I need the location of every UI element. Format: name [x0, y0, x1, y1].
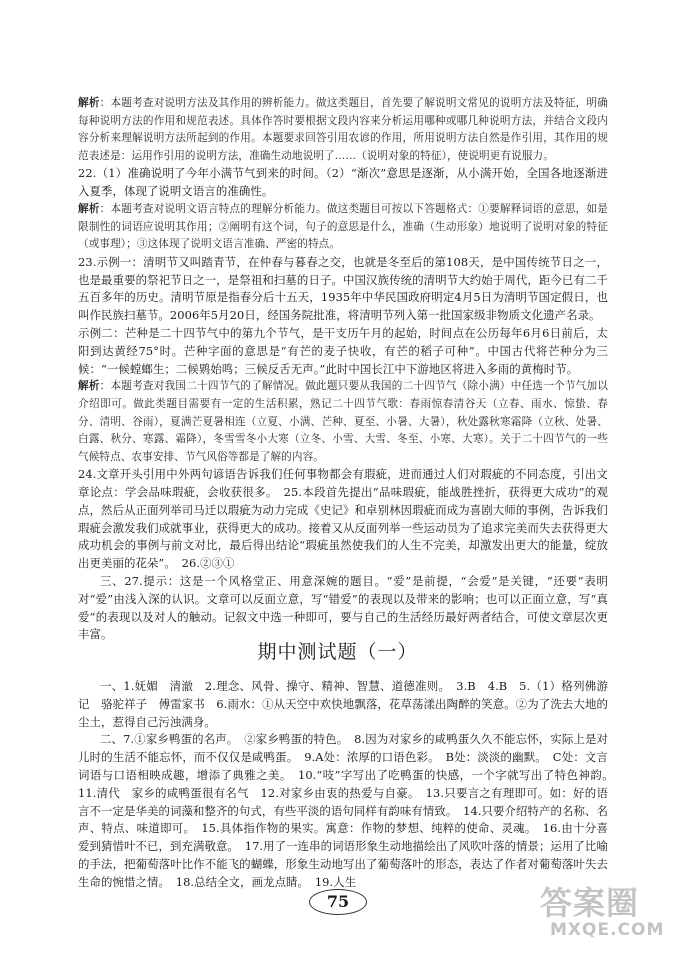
watermark-url: MXQE.COM	[550, 920, 665, 940]
answer-22: 22.（1）准确说明了今年小满节气到来的时间。（2）“渐次”意思是逐渐，从小满开始，全国各地逐渐进入夏季，体现了说明文语言的准确性。	[78, 166, 608, 199]
section-heading: 期中测试题（一）	[257, 641, 418, 663]
answer-23-example-2: 示例二：芒种是二十四节气中的第九个节气，是干支历午月的起始，时间点在公历每年6月6日前后，太阳到达黄经75°时。芒种字面的意思是“有芒的麦子快收，有芒的稻子可种”。中国古代将芒种分为三候：“一候螳螂生；二候䴗始鸣；三候反舌无声。”此时中国长江中下游地区将进入多雨的黄梅时节。	[78, 325, 608, 376]
watermark-title: 答案圈	[540, 884, 640, 922]
analysis-text: ：本题考查对说明方法及其作用的辨析能力。做这类题目，首先要了解说明文常见的说明方法及特征，明确每种说明方法的作用和规范表述。具体作答时要根据文段内容来分析运用哪种或哪几种说明方法，并结合文段内容分析来理解说明方法所起到的作用。本题要求回答引用农谚的作用，所用说明方法自然是作引用，其作用的规范表述是：运用作引用的说明方法，准确生动地说明了……（说明对象的特征），使说明更有说服力。	[78, 97, 608, 162]
analysis-paragraph-2	[78, 201, 608, 254]
answer-24-26: 24.文章开头引用中外两句谚语告诉我们任何事物都会有瑕疵，进而通过人们对瑕疵的不同态度，引出文章论点：学会品味瑕疵，会收获很多。 25.本段首先提出“品味瑕疵，能战胜挫折，获得更大成功”的观点，然后从正面列举司马迁以瑕疵为动力完成《史记》和卓别林因瑕疵而成为喜剧大师的事例，告诉我们瑕疵会激发我们成就事业，获得更大的成功。接着又从反面列举一些运动员为了追求完美而失去获得更大成功机会的事例与前文对比，最后得出结论“瑕疵虽然使我们的人生不完美，却激发出更大的能量，绽放出更美丽的花朵”。 26.②③①	[78, 467, 608, 571]
answer-27: 三、27.提示：这是一个风格堂正、用意深婉的题目。“爱”是前提，“会爱”是关键，“还要”表明对“爱”由浅入深的认识。文章可以反面立意，写“错爱”的表现以及带来的影响；也可以正面立意，写“真爱”的表现以及对人的触动。记叙文中选一种即可，要与自己的生活经历最好两者结合，可使文章层次更丰富。	[78, 574, 608, 642]
analysis-label: 解析	[78, 202, 100, 215]
analysis-text: ：本题考查对说明文语言特点的理解分析能力。做这类题目可按以下答题格式：①要解释词语的意思，如是限制性的词语应说明其作用；②阐明有这个词，句子的意思是什么，准确（生动形象）地说明了说明对象的特征（或事理）；③这体现了说明文语言准确、严密的特点。	[78, 202, 608, 251]
answer-section-lower	[78, 678, 620, 892]
page-number-value: 75	[326, 892, 350, 911]
answer-part-2: 二、7.①家乡鸭蛋的名声。 ②家乡鸭蛋的特色。 8.因为对家乡的咸鸭蛋久久不能忘怀，实际上是对儿时的生活不能忘怀，而不仅仅是咸鸭蛋。 9.A处：浓厚的口语色彩。 B处：淡淡的幽默。 C处：文言词语与口语相映成趣，增添了典雅之美。 10.“吱”字写出了吃鸭蛋的快感，一个字就写出了特色神韵。 11.清代 家乡的咸鸭蛋很有名气 12.对家乡由衷的热爱与自豪。 13.只要言之有理即可。如：好的语言不一定是华美的词藻和整齐的句式，有些平淡的语句同样有韵味有情致。 14.只要介绍特产的名称、名声、特点、味道即可。 15.具体指作物的果实。寓意：作物的梦想、纯粹的使命、灵魂。 16.由十分喜爱到猜惜叶不已，到充满敬意。 17.用了一连串的词语形象生动地描绘出了风吹叶落的情景；运用了比喻的手法，把葡萄落叶比作不能飞的蝴蝶，形象生动地写出了葡萄落叶的形态，表达了作者对葡萄落叶失去生命的惋惜之情。 18.总结全文，画龙点睛。 19.人生	[78, 732, 620, 889]
answer-part-1: 一、1.妩媚 清澈 2.理念、风骨、操守、精神、智慧、道德准则。 3.B 4.B 5.（1）格列佛游记 骆驼祥子 傅雷家书 6.雨水：①从天空中欢快地飘落，花草荡漾出陶醉的笑意。②为了洗去大地的尘土，惹得自己污浊满身。	[78, 679, 608, 729]
answer-section-upper	[78, 95, 608, 644]
analysis-label: 解析	[78, 380, 100, 393]
analysis-label: 解析	[78, 97, 100, 109]
page-number	[305, 887, 371, 917]
analysis-paragraph-1	[78, 95, 608, 165]
analysis-text: ：本题考查对我国二十四节气的了解情况。做此题只要从我国的二十四节气（除小满）中任选一个节气加以介绍即可。做此类题目需要有一定的生活积累，熟记二十四节气歌：春雨惊春清谷天（立春、雨水、惊蛰、春分、清明、谷雨），夏满芒夏暑相连（立夏、小满、芒种、夏至、小暑、大暑），秋处露秋寒霜降（立秋、处暑、白露、秋分、寒露、霜降），冬雪雪冬小大寒（立冬、小雪、大雪、冬至、小寒、大寒）。关于二十四节气的一些气候特点、农事安排、节气风俗等都是了解的内容。	[78, 380, 608, 463]
watermark-logo	[540, 878, 670, 956]
answer-23: 23.示例一：清明节又叫踏青节，在仲春与暮春之交，也就是冬至后的第108天，是中国传统节日之一，也是最重要的祭祀节日之一，是祭祖和扫墓的日子。中国汉族传统的清明节大约始于周代，距今已有二千五百多年的历史。清明节原是指春分后十五天，1935年中华民国政府明定4月5日为清明节国定假日，也叫作民族扫墓节。2006年5月20日，经国务院批准，将清明节列入第一批国家级非物质文化遗产名录。	[78, 254, 608, 323]
analysis-paragraph-3	[78, 378, 608, 466]
